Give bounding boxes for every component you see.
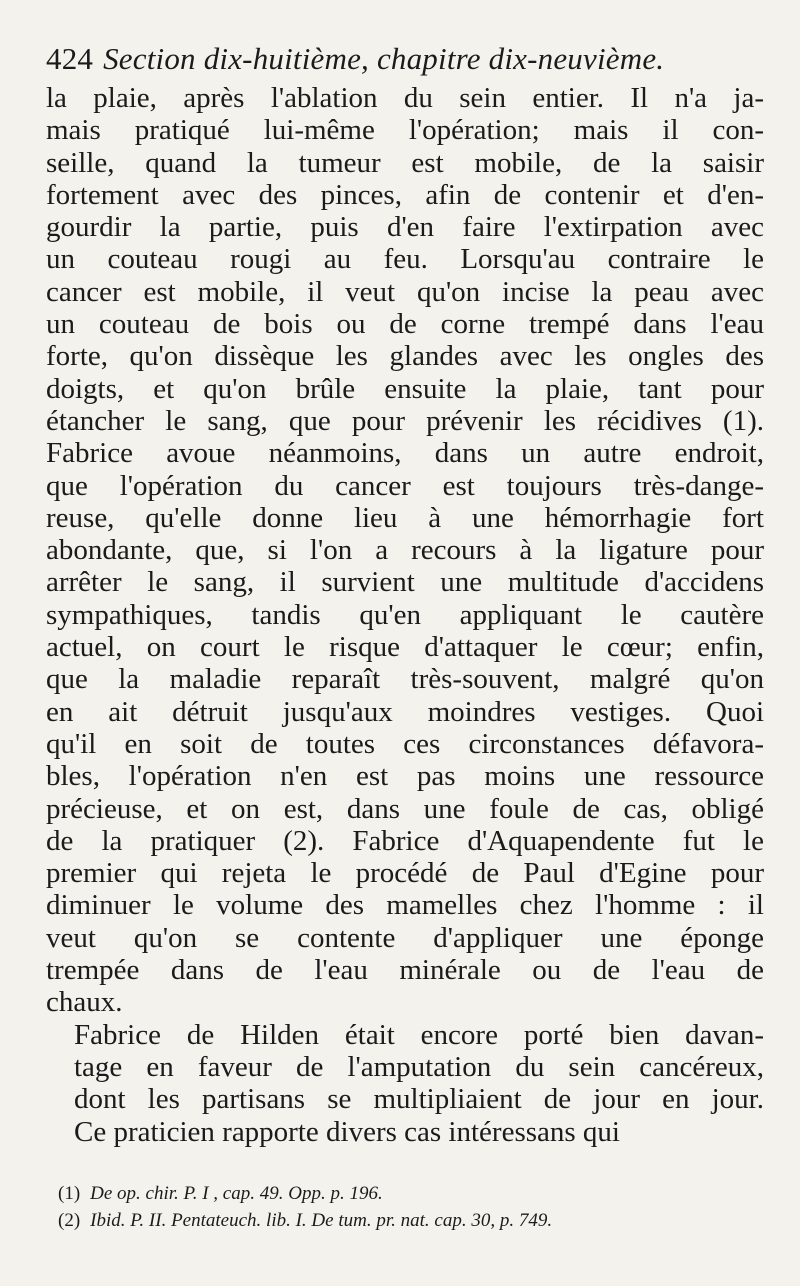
text-line: chaux. (46, 986, 123, 1019)
text-line: que l'opération du cancer est toujours très-dange- (46, 469, 764, 502)
running-header (46, 38, 764, 82)
text-line: un couteau rougi au feu. Lorsqu'au contraire le (46, 243, 764, 276)
text-line: fortement avec des pinces, afin de contenir et d'en- (46, 178, 764, 211)
text-line: qu'il en soit de toutes ces circonstances défavora- (46, 727, 764, 760)
text-line: sympathiques, tandis qu'en appliquant le cautère (46, 598, 764, 631)
text-line: diminuer le volume des mamelles chez l'homme : il (46, 889, 764, 922)
text-line: que la maladie reparaît très-souvent, malgré qu'on (46, 663, 764, 696)
text-line: cancer est mobile, il veut qu'on incise la peau avec (46, 275, 764, 308)
text-line: Fabrice avoue néanmoins, dans un autre endroit, (46, 437, 764, 470)
text-line: abondante, que, si l'on a recours à la ligature pour (46, 534, 764, 567)
footnote-1 (58, 1180, 778, 1207)
footnote-text: De op. chir. P. I , cap. 49. Opp. p. 196. (90, 1183, 383, 1204)
text-line: premier qui rejeta le procédé de Paul d'Egine pour (46, 857, 764, 890)
text-line: reuse, qu'elle donne lieu à une hémorrhagie fort (46, 501, 764, 534)
paragraph-1 (46, 82, 764, 1019)
text-line: veut qu'on se contente d'appliquer une éponge (46, 921, 764, 954)
text-line: mais pratiqué lui-même l'opération; mais il con- (46, 114, 764, 147)
running-title: Section dix-huitième, chapitre dix-neuvième. (103, 41, 665, 76)
paragraph-2 (46, 1019, 764, 1148)
text-line: Ce praticien rapporte divers cas intéressans qui (74, 1115, 620, 1148)
text-line: en ait détruit jusqu'aux moindres vestiges. Quoi (46, 695, 764, 728)
text-line: précieuse, et on est, dans une foule de cas, obligé (46, 792, 764, 825)
footnote-mark: (2) (58, 1210, 81, 1231)
text-line: trempée dans de l'eau minérale ou de l'eau de (46, 954, 764, 987)
text-line: Fabrice de Hilden était encore porté bien davan- (74, 1018, 764, 1051)
page-number: 424 (46, 41, 94, 76)
text-line: actuel, on court le risque d'attaquer le cœur; enfin, (46, 631, 764, 664)
footnote-2 (58, 1207, 778, 1234)
text-line: un couteau de bois ou de corne trempé dans l'eau (46, 308, 764, 341)
text-line: doigts, et qu'on brûle ensuite la plaie, tant pour (46, 372, 764, 405)
text-line: bles, l'opération n'en est pas moins une ressource (46, 760, 764, 793)
text-line: la plaie, après l'ablation du sein entier. Il n'a ja- (46, 82, 764, 114)
text-line: étancher le sang, que pour prévenir les récidives (1). (46, 404, 764, 437)
text-line: forte, qu'on dissèque les glandes avec les ongles des (46, 340, 764, 373)
body-text (46, 82, 764, 1148)
footnote-text: Ibid. P. II. Pentateuch. lib. I. De tum. pr. nat. cap. 30, p. 749. (90, 1210, 553, 1231)
text-line: seille, quand la tumeur est mobile, de la saisir (46, 146, 764, 179)
text-line: arrêter le sang, il survient une multitude d'accidens (46, 566, 764, 599)
footnote-mark: (1) (58, 1183, 81, 1204)
text-line: gourdir la partie, puis d'en faire l'extirpation avec (46, 211, 764, 244)
text-line: tage en faveur de l'amputation du sein cancéreux, (74, 1050, 764, 1083)
text-line: dont les partisans se multipliaient de jour en jour. (74, 1083, 764, 1116)
footnotes (58, 1180, 778, 1234)
text-line: de la pratiquer (2). Fabrice d'Aquapendente fut le (46, 824, 764, 857)
